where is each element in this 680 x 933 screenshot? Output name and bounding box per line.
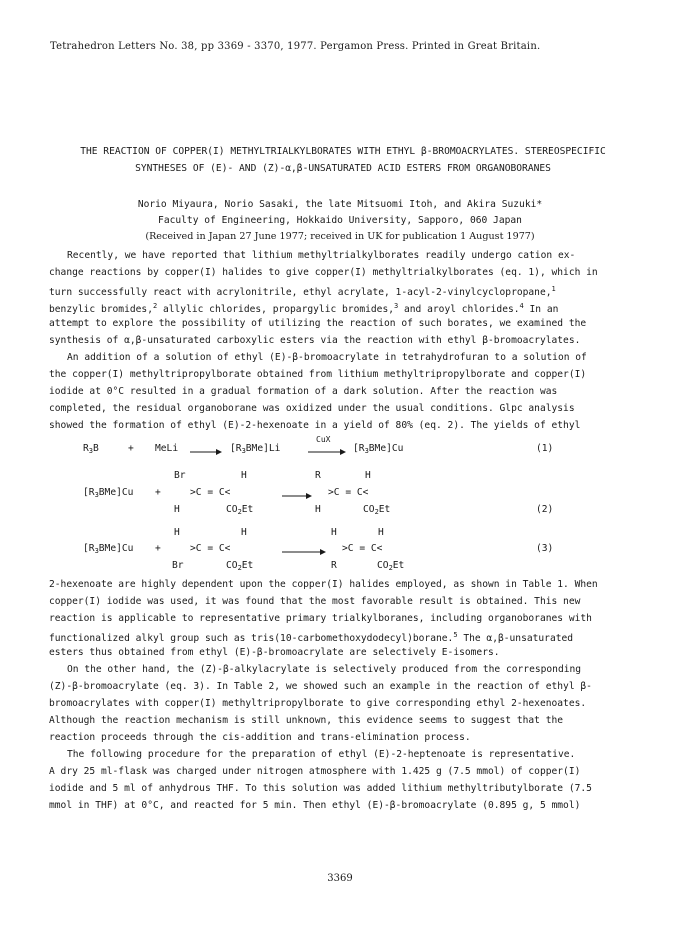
para3-line-2: copper(I) iodide was used, it was found that the most favorable result is obtained. This new (49, 596, 581, 607)
eq1-number: (1) (536, 443, 554, 454)
eq1-meli: MeLi (155, 443, 179, 454)
eq3-h-top: H (174, 527, 180, 538)
eq2-h-left: H (174, 504, 180, 515)
eq2-arrow (282, 492, 312, 500)
para2-line-2: the copper(I) methyltripropylborate obtained from lithium methyltripropylborate and copper(I) (49, 369, 587, 380)
para3-line-4b: The α,β-unsaturated (457, 633, 574, 645)
ref-3: 3 (394, 302, 399, 310)
eq2-r: R (315, 470, 321, 481)
eq2-br: Br (174, 470, 186, 481)
eq2-co2et-left: $CO_2Et$ (226, 504, 254, 516)
para4-line-5: reaction proceeds through the cis-addition and trans-elimination process. (49, 732, 471, 743)
para5-line-4: mmol in THF) at 0°C, and reacted for 5 min. Then ethyl (E)-β-bromoacrylate (0.895 g, 5 mmol) (49, 800, 581, 811)
ref-4: 4 (519, 302, 524, 310)
eq3-h-right: H (241, 527, 247, 538)
para4-line-2: (Z)-β-bromoacrylate (eq. 3). In Table 2, we showed such an example in the reaction of ethyl β- (49, 681, 592, 692)
para1-line-3-text: turn successfully react with acrylonitrile, ethyl acrylate, 1-acyl-2-vinylcyclopropane, (49, 287, 552, 299)
eq3-co2et-right: $CO_2Et$ (377, 560, 405, 572)
eq1-cux-label: CuX (316, 435, 331, 444)
para3-line-4 (49, 629, 573, 645)
ref-5: 5 (453, 631, 458, 639)
para3-line-1: 2-hexenoate are highly dependent upon the copper(I) halides employed, as shown in Table 1. When (49, 579, 598, 590)
eq3-co2et-left: $CO_2Et$ (226, 560, 254, 572)
eq3-r: R (331, 560, 337, 571)
ref-1: 1 (551, 285, 556, 293)
para2-line-1: An addition of a solution of ethyl (E)-β-bromoacrylate in tetrahydrofuran to a solution of (67, 352, 587, 363)
para4-line-4: Although the reaction mechanism is still unknown, this evidence seems to suggest that the (49, 715, 564, 726)
eq1-arrow-2 (308, 448, 346, 456)
eq3-h-top-product: H (331, 527, 337, 538)
para4-line-3: bromoacrylates with copper(I) methyltripropylborate to give corresponding ethyl 2-hexenoates. (49, 698, 587, 709)
eq3-number: (3) (536, 543, 554, 554)
eq2-plus: + (155, 487, 161, 498)
para5-line-2: A dry 25 ml-flask was charged under nitrogen atmosphere with 1.425 g (7.5 mmol) of copper(I) (49, 766, 581, 777)
eq2-alkene-left: >C = C< (190, 487, 231, 498)
author-list: Norio Miyaura, Norio Sasaki, the late Mitsuomi Itoh, and Akira Suzuki* (137, 199, 543, 210)
para1-line-2: change reactions by copper(I) halides to give copper(I) methyltrialkylborates (eq. 1), which in (49, 267, 598, 278)
eq3-plus: + (155, 543, 161, 554)
page-number: 3369 (327, 873, 353, 884)
para1-line-4d: In an (523, 304, 559, 316)
eq3-br: Br (172, 560, 184, 571)
para4-line-1: On the other hand, the (Z)-β-alkylacrylate is selectively produced from the corresponding (67, 664, 582, 675)
eq2-h-top-product: H (365, 470, 371, 481)
para5-line-3: iodide and 5 ml of anhydrous THF. To this solution was added lithium methyltributylborate (7.5 (49, 783, 592, 794)
eq2-h-left-product: H (315, 504, 321, 515)
eq2-number: (2) (536, 504, 554, 515)
para2-line-5: showed the formation of ethyl (E)-2-hexenoate in a yield of 80% (eq. 2). The yields of ethyl (49, 420, 581, 431)
eq1-r3b: $R_3B$ (83, 443, 99, 455)
eq3-h-right-product: H (378, 527, 384, 538)
eq2-reagent: $[R_3BMe]Cu$ (83, 487, 134, 499)
para1-line-3 (49, 283, 556, 299)
para5-line-1: The following procedure for the preparation of ethyl (E)-2-heptenoate is representative. (67, 749, 576, 760)
eq2-alkene-right: >C = C< (328, 487, 369, 498)
eq1-plus: + (128, 443, 134, 454)
eq3-reagent: $[R_3BMe]Cu$ (83, 543, 134, 555)
para1-line-5: attempt to explore the possibility of utilizing the reaction of such borates, we examined the (49, 318, 587, 329)
received-dates: (Received in Japan 27 June 1977; received in UK for publication 1 August 1977) (145, 231, 535, 242)
eq2-h-top: H (241, 470, 247, 481)
para1-line-4a: benzylic bromides, (49, 304, 153, 316)
para3-line-3: reaction is applicable to representative primary trialkylboranes, including organoboranes with (49, 613, 592, 624)
journal-header: Tetrahedron Letters No. 38, pp 3369 - 3370, 1977. Pergamon Press. Printed in Great Britain. (50, 41, 541, 52)
para1-line-4b: allylic chlorides, propargylic bromides, (157, 304, 395, 316)
article-title-line-2: SYNTHESES OF (E)- AND (Z)-α,β-UNSATURATED ACID ESTERS FROM ORGANOBORANES (135, 163, 551, 174)
eq3-alkene-left: >C = C< (190, 543, 231, 554)
eq3-arrow (282, 548, 326, 556)
para3-line-5: esters thus obtained from ethyl (E)-β-bromoacrylate are selectively E-isomers. (49, 647, 500, 658)
para1-line-4 (49, 300, 558, 316)
para1-line-6: synthesis of α,β-unsaturated carboxylic esters via the reaction with ethyl β-bromoacrylates. (49, 335, 581, 346)
eq3-alkene-right: >C = C< (342, 543, 383, 554)
para1-line-1: Recently, we have reported that lithium methyltrialkylborates readily undergo cation ex- (67, 250, 576, 261)
eq1-arrow-1 (190, 448, 222, 456)
article-title-line-1: THE REACTION OF COPPER(I) METHYLTRIALKYLBORATES WITH ETHYL β-BROMOACRYLATES. STEREOSPECIFIC (80, 146, 606, 157)
eq1-product-2: $[R_3BMe]Cu$ (353, 443, 404, 455)
eq2-co2et-right: $CO_2Et$ (363, 504, 391, 516)
ref-2: 2 (152, 302, 158, 310)
eq1-product-1: $[R_3BMe]Li$ (230, 443, 281, 455)
affiliation: Faculty of Engineering, Hokkaido University, Sapporo, 060 Japan (158, 215, 522, 226)
para1-line-4c: and aroyl chlorides. (398, 304, 520, 316)
para3-line-4a: functionalized alkyl group such as tris(10-carbomethoxydodecyl)borane. (49, 633, 454, 645)
para2-line-3: iodide at 0°C resulted in a gradual formation of a dark solution. After the reaction was (49, 386, 558, 397)
para2-line-4: completed, the residual organoborane was oxidized under the usual conditions. Glpc analysis (49, 403, 575, 414)
